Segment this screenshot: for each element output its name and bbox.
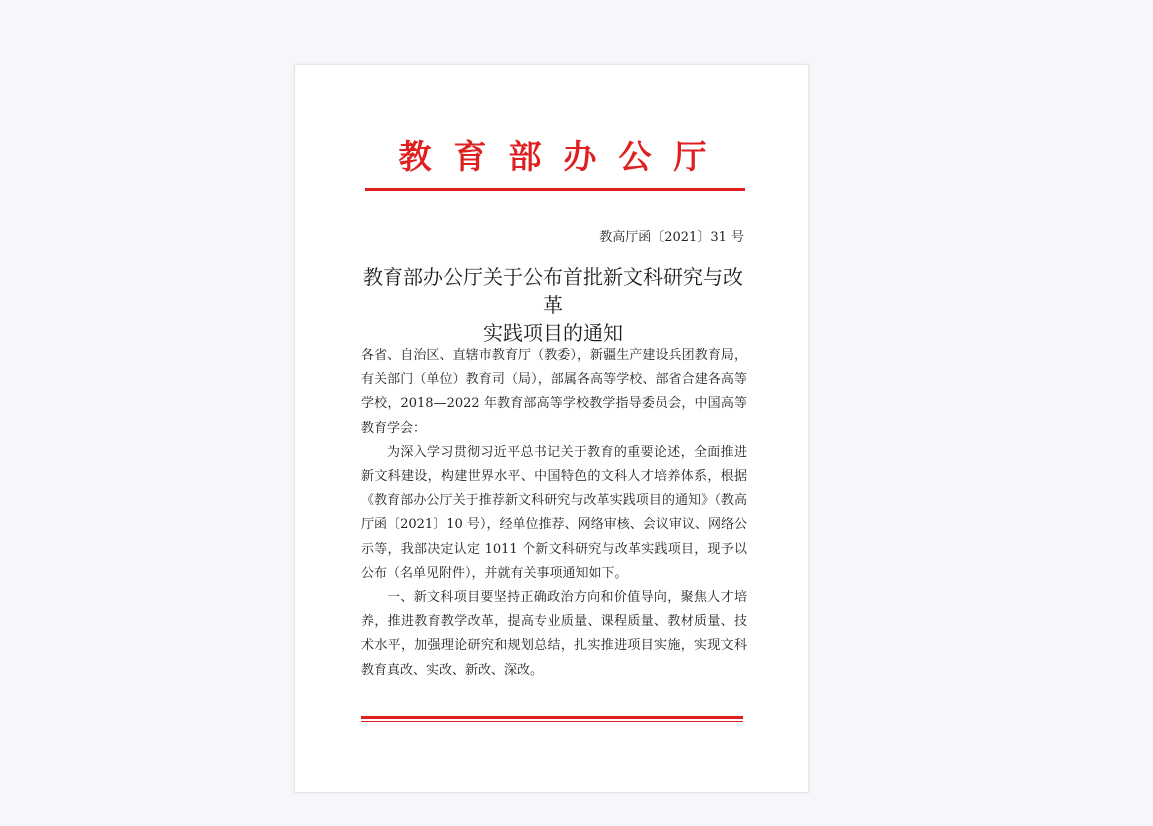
body-paragraph-1: 为深入学习贯彻习近平总书记关于教育的重要论述，全面推进新文科建设，构建世界水平、中国特色的文科人才培养体系，根据《教育部办公厅关于推荐新文科研究与改革实践项目的通知》（教高厅函〔2021〕10 号），经单位推荐、网络审核、会议审议、网络公示等，我部决定认定 1011 个新文科研究与改革实践项目，现予以公布（名单见附件），并就有关事项通知如下。 <box>361 444 747 581</box>
document-number: 教高厅函〔2021〕31 号 <box>599 230 744 245</box>
body-paragraph-2: 一、新文科项目要坚持正确政治方向和价值导向，聚焦人才培养，推进教育教学改革，提高专业质量、课程质量、教材质量、技术水平，加强理论研究和规划总结，扎实推进项目实施，实现文科教育真改、实改、新改、深改。 <box>361 590 747 678</box>
document-page <box>294 64 809 793</box>
document-body <box>361 344 747 683</box>
document-title-line-2: 实践项目的通知 <box>483 321 623 345</box>
masthead-title: 教育部办公厅 <box>398 137 729 176</box>
masthead-red-rule <box>365 188 745 191</box>
document-title <box>357 263 749 347</box>
footer-red-rule-thin <box>361 721 743 722</box>
footer-red-rule-thick <box>361 716 743 719</box>
salutation-paragraph: 各省、自治区、直辖市教育厅（教委），新疆生产建设兵团教育局，有关部门（单位）教育司（局），部属各高等学校、部省合建各高等学校，2018—2022 年教育部高等学校教学指导委员会，中国高等教育学会： <box>361 348 747 436</box>
document-title-line-1: 教育部办公厅关于公布首批新文科研究与改革 <box>363 265 743 317</box>
